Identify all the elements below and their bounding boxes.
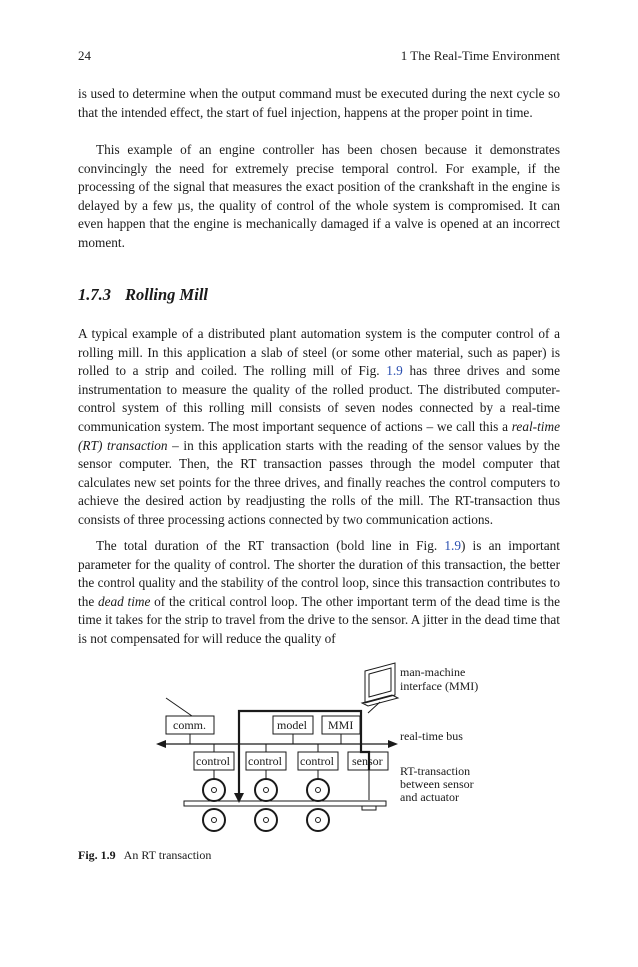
rt-note-line-1: RT-transaction <box>400 764 471 778</box>
bus-label: real-time bus <box>400 729 463 743</box>
comm-external-link <box>166 698 192 716</box>
lower-roll-2 <box>255 809 277 831</box>
paragraph-4-emphasis: dead time <box>97 593 151 609</box>
figure-reference-link[interactable]: 1.9 <box>386 363 403 379</box>
page-number: 24 <box>78 48 91 63</box>
upper-roll-1-axle <box>212 788 217 793</box>
figure-reference-link[interactable]: 1.9 <box>444 538 461 553</box>
node-label-mmi: MMI <box>328 718 354 732</box>
node-label-control-3: control <box>300 754 334 768</box>
monitor-icon <box>362 663 398 713</box>
upper-roll-2-axle <box>264 788 269 793</box>
figure-caption-label: Fig. 1.9 <box>78 848 116 862</box>
rt-note-line-3: and actuator <box>400 790 459 804</box>
figure-caption-text: An RT transaction <box>123 848 212 862</box>
node-label-comm: comm. <box>173 718 206 732</box>
figure-caption <box>78 848 211 863</box>
lower-roll-3-axle <box>316 818 321 823</box>
sensor-head <box>362 806 376 810</box>
lower-roll-1 <box>203 809 225 831</box>
bus-arrow-right <box>388 740 398 748</box>
upper-roll-2 <box>255 779 277 801</box>
rt-note-line-2: between sensor <box>400 777 474 791</box>
node-label-control-1: control <box>196 754 230 768</box>
upper-roll-1 <box>203 779 225 801</box>
mmi-note-line-1: man-machine <box>400 665 466 679</box>
paragraph-4-text-a: The total duration of the RT transaction (bold line in Fig. <box>96 538 445 553</box>
node-label-sensor: sensor <box>352 754 383 768</box>
chapter-title: 1 The Real-Time Environment <box>400 48 560 63</box>
bus-arrow-left <box>156 740 166 748</box>
lower-roll-1-axle <box>212 818 217 823</box>
paragraph-3-text-c: – in this application starts with the reading of the sensor values by the sensor computer. Then, the RT transaction passes through the model computer that calculates new set points for the three drives, and finally reaches the control computers to achieve the desired action by readjusting the rolls of the mill. The RT-transaction thus consists of three processing actions connected by two communication actions. <box>78 437 560 527</box>
node-label-model: model <box>277 718 307 732</box>
section-number: 1.7.3 <box>78 285 111 304</box>
mmi-note-line-2: interface (MMI) <box>400 679 479 693</box>
paragraph-4-text-b: ) is an important parameter for the quality of control. The shorter the duration of this transaction, the better the control quality and the stability of the control loop, since this transaction contributes to the <box>78 538 560 609</box>
lower-roll-2-axle <box>264 818 269 823</box>
lower-roll-3 <box>307 809 329 831</box>
paragraph-3-text-b: has three drives and some instrumentation to measure the quality of the rolled product. The distributed computer-control system of this rolling mill consists of seven nodes connected by a real-time communication system. The most important sequence of actions – we call this a <box>78 363 560 434</box>
node-label-control-2: control <box>248 754 282 768</box>
upper-roll-3 <box>307 779 329 801</box>
paragraph-2: This example of an engine controller has been chosen because it demonstrates convincingly the need for extremely precise temporal control. For example, if the processing of the signal that measures the exact position of the crankshaft in the engine is delayed by a few µs, the quality of control of the whole system is compromised. It can even happen that the engine is mechanically damaged if a valve is opened at an incorrect moment. <box>78 142 560 250</box>
section-title: Rolling Mill <box>125 285 208 304</box>
upper-roll-3-axle <box>316 788 321 793</box>
paragraph-1: is used to determine when the output command must be executed during the next cycle so that the intended effect, the start of fuel injection, happens at the proper point in time. <box>78 86 560 120</box>
paragraph-4-text-c: of the critical control loop. The other important term of the dead time is the time it takes for the strip to travel from the drive to the sensor. A jitter in the dead time that is not compensated for will reduce the quality of <box>78 593 560 646</box>
paragraph-3-text-a: A typical example of a distributed plant automation system is the computer control of a rolling mill. In this application a slab of steel (or some other material, such as paper) is rolled to a strip and coiled. The rolling mill of Fig. <box>78 326 560 379</box>
paragraph-3-emphasis: real-time (RT) transaction <box>78 418 560 453</box>
